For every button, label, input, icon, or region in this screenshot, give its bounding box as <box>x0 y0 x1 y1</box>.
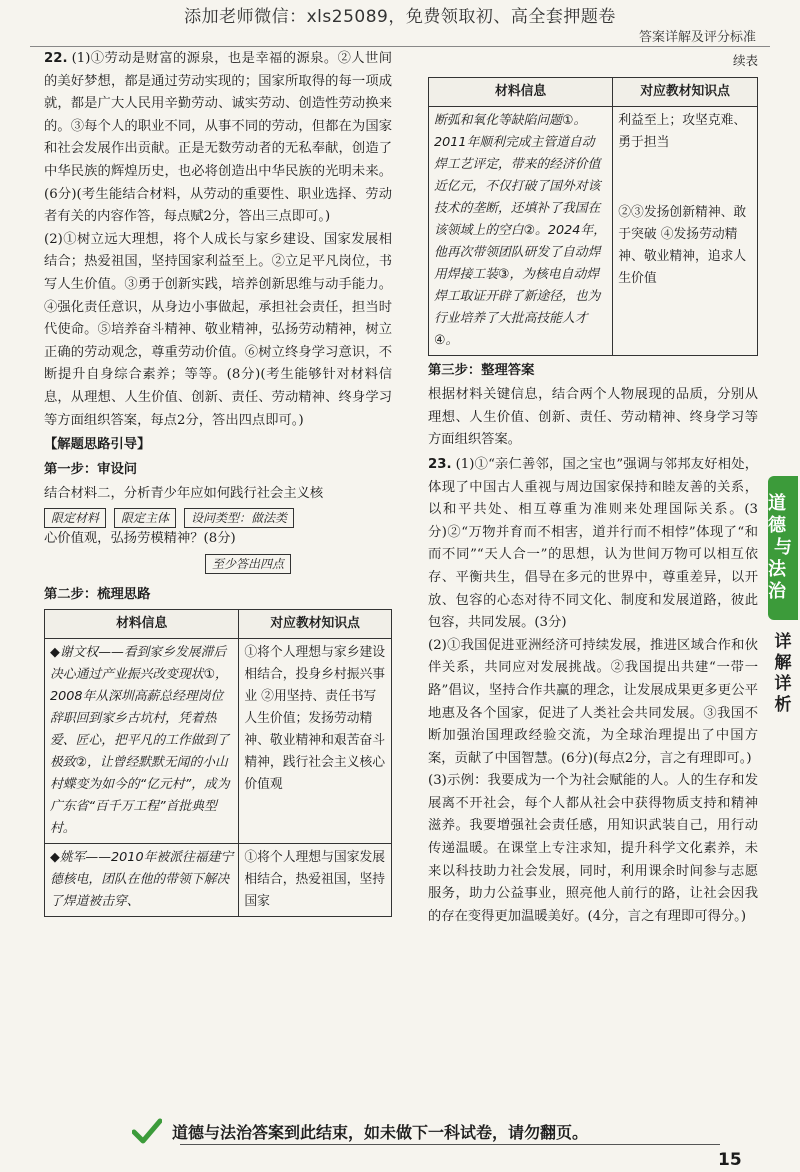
knowledge-cell <box>613 106 758 355</box>
q23-part1-text: (1)①“亲仁善邻，国之宝也”强调与邻邦友好相处，体现了中国古人重视与周边国家保持和睦友善的关系，以和平共处、相互尊重为准则来处理国际关系。(3分)②“万物并育而不相害，道并行而不相悖”体现了“和而不同”“天人合一”的思想，认为世间万物可以相互依存、平衡共生，倡导在多元的世界中，尊重差异，以开放、包容的心态对待不同文化、制度和发展道路，彼此包容，共同发展。(3分) <box>428 456 758 631</box>
subject-side-tab <box>768 476 798 620</box>
spacer <box>618 154 752 202</box>
tag-limit-subject: 限定主体 <box>114 508 176 528</box>
right-column <box>428 48 758 928</box>
left-column <box>44 48 392 917</box>
step3-title: 第三步：整理答案 <box>428 362 535 378</box>
side-sub-char: 解 <box>774 653 792 673</box>
analysis-table-right <box>428 77 758 356</box>
col-knowledge-header: 对应教材知识点 <box>239 610 392 639</box>
q22-number: 22. <box>44 51 68 66</box>
step1-question-a: 结合材料二，分析青少年应如何践行社会主义核 <box>44 486 324 502</box>
tag-question-type: 设问类型：做法类 <box>184 508 294 528</box>
material-cell: 断弧和氧化等缺陷问题①。2011年顺利完成主管道自动焊工艺评定，带来的经济价值近亿元，不仅打破了国外对该技术的垄断，还填补了我国在该领域上的空白②。2024年，他再次带领团队研发了自动焊用焊接工装③，为核电自动焊焊工取证开辟了新途径，也为行业培养了大批高技能人才④。 <box>429 106 613 355</box>
side-tab-bottom: 法治 <box>768 559 786 602</box>
q22-part1-text: (1)①劳动是财富的源泉，也是幸福的源泉。②人世间的美好梦想，都是通过劳动实现的；国家所取得的每一项成就，都是广大人民用辛勤劳动、诚实劳动、创造性劳动换来的。③每个人的职业不同，从事不同的劳动，但都在为国家和社会发展作出贡献。正是无数劳动者的无私奉献，创造了中华民族的辉煌历史，也必将创造出中华民族的光明未来。(6分)(考生能结合材料，从劳动的重要性、职业选择、劳动者有关的内容作答，每点赋2分，答出三点即可。) <box>44 51 392 225</box>
step1-tags <box>44 508 392 528</box>
footer <box>132 1118 588 1144</box>
step3-text: 根据材料关键信息，结合两个人物展现的品质，分别从理想、人生价值、创新、责任、劳动精神、终身学习等方面组织答案。 <box>428 387 758 448</box>
side-subtitle <box>770 632 796 716</box>
knowledge-a: 利益至上；攻坚克难、勇于担当 <box>618 112 747 150</box>
knowledge-cell: ①将个人理想与国家发展相结合，热爱祖国，坚持国家 <box>239 844 392 917</box>
col-material-header: 材料信息 <box>429 77 613 106</box>
step1-title: 第一步：审设问 <box>44 461 138 477</box>
checkmark-icon <box>132 1118 162 1144</box>
knowledge-cell: ①将个人理想与家乡建设相结合，投身乡村振兴事业 ②用坚持、责任书写人生价值；发扬劳动精神、敬业精神和艰苦奋斗精神，践行社会主义核心价值观 <box>239 639 392 844</box>
q23-number: 23. <box>428 456 452 472</box>
continued-label: 续表 <box>732 53 758 68</box>
side-tab-mid: 与 <box>774 537 792 558</box>
q23-part3: (3)示例：我要成为一个为社会赋能的人。人的生存和发展离不开社会，每个人都从社会中获得物质支持和精神滋养。我要增强社会责任感，用知识武装自己，用行动传递温暖。在课堂上专注求知，提升科学文化素养，未来以科技助力社会发展，同时，利用课余时间参与志愿服务，助力公益事业，照亮他人前行的路，让社会因我的存在变得更加温暖美好。(4分，言之有理即可得分。) <box>428 773 758 924</box>
header-divider <box>30 46 770 47</box>
footer-divider <box>180 1144 720 1145</box>
step1-question-b: 心价值观，弘扬劳模精神？(8分) <box>44 530 236 546</box>
table-row <box>45 844 392 917</box>
side-tab-top: 道德 <box>768 493 786 536</box>
footer-text: 道德与法治答案到此结束，如未做下一科试卷，请勿翻页。 <box>172 1122 589 1142</box>
col-material-header: 材料信息 <box>45 610 239 639</box>
tag-min-points: 至少答出四点 <box>205 554 291 574</box>
guide-title: 【解题思路引导】 <box>44 437 151 453</box>
table-row <box>45 639 392 844</box>
material-cell: ◆姚军——2010年被派往福建宁德核电，团队在他的带领下解决了焊道被击穿、 <box>45 844 239 917</box>
q22-part1 <box>44 48 392 229</box>
watermark-text: 添加老师微信：xls25089，免费领取初、高全套押题卷 <box>184 7 616 27</box>
knowledge-b: ②③发扬创新精神、敢于突破 ④发扬劳动精神、敬业精神，追求人生价值 <box>618 204 747 286</box>
side-sub-char: 析 <box>774 695 792 715</box>
q22-part2: (2)①树立远大理想，将个人成长与家乡建设、国家发展相结合；热爱祖国，坚持国家利益至上。②立足平凡岗位，书写人生价值。③勇于创新实践，培养创新思维与动手能力。④强化责任意识，从身边小事做起，承担社会责任，担当时代使命。⑤培养奋斗精神、敬业精神，弘扬劳动精神，树立正确的劳动观念，尊重劳动价值。⑥树立终身学习意识，不断提升自身综合素养；等等。(8分)(考生能够针对材料信息，从理想、人生价值、创新、责任、劳动精神、终身学习等方面组织答案，每点2分，答出四点即可。) <box>44 231 392 428</box>
header-title: 答案详解及评分标准 <box>638 30 756 45</box>
q23-part2: (2)①我国促进亚洲经济可持续发展，推进区域合作和伙伴关系，共同应对发展挑战。②我国提出共建“一带一路”倡议，坚持合作共赢的理念，让发展成果更多更公平地惠及各个国家，促进了人类社会共同发展。③我国不断加强治国理政经验交流，为全球治理提出了中国方案，贡献了中国智慧。(6分)(每点2分，言之有理即可。) <box>428 637 758 766</box>
side-sub-char: 详 <box>774 632 792 652</box>
col-knowledge-header: 对应教材知识点 <box>613 77 758 106</box>
step2-title: 第二步：梳理思路 <box>44 587 151 603</box>
page-number: 15 <box>718 1150 742 1170</box>
analysis-table-left <box>44 609 392 917</box>
material-cell: ◆谢文权——看到家乡发展滞后决心通过产业振兴改变现状①，2008年从深圳高薪总经理岗位辞职回到家乡古坑村，凭着热爱、匠心，把平凡的工作做到了极致②，让曾经默默无闻的小山村蝶变为如今的“亿元村”，成为广东省“百千万工程”首批典型村。 <box>45 639 239 844</box>
side-sub-char: 详 <box>774 674 792 694</box>
table-header-row <box>429 77 758 106</box>
table-row <box>429 106 758 355</box>
tag-min-points-wrap <box>104 554 392 574</box>
q23-part1 <box>428 454 758 635</box>
tag-limit-material: 限定材料 <box>44 508 106 528</box>
table-header-row <box>45 610 392 639</box>
